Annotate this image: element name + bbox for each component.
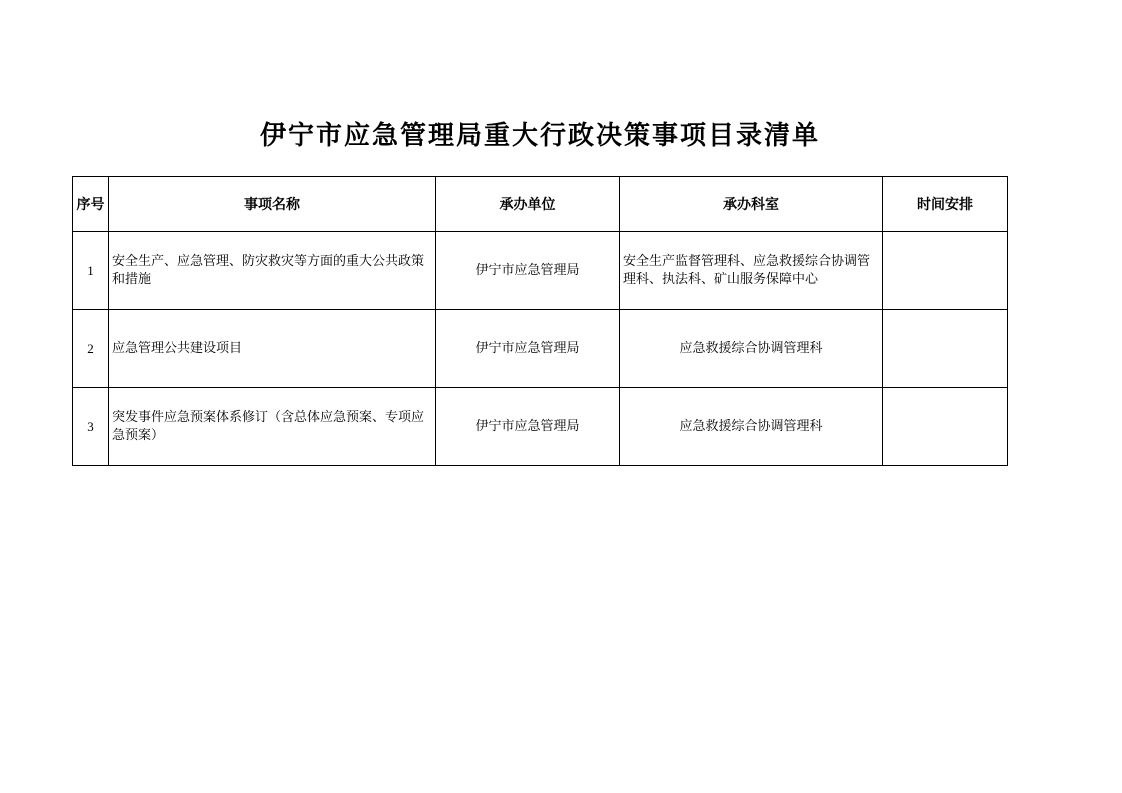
row-schedule-cell <box>883 388 1008 466</box>
row-seq-cell: 1 <box>73 232 109 310</box>
row-office-cell: 应急救援综合协调管理科 <box>620 310 883 388</box>
row-office-cell: 应急救援综合协调管理科 <box>620 388 883 466</box>
page-title: 伊宁市应急管理局重大行政决策事项目录清单 <box>259 121 820 151</box>
table-row <box>73 232 1008 310</box>
row-unit-cell: 伊宁市应急管理局 <box>436 310 620 388</box>
row-seq-cell: 3 <box>73 388 109 466</box>
table-header-row <box>73 177 1008 232</box>
row-office-cell: 安全生产监督管理科、应急救援综合协调管理科、执法科、矿山服务保障中心 <box>620 232 883 310</box>
row-item-cell: 安全生产、应急管理、防灾救灾等方面的重大公共政策和措施 <box>109 232 436 310</box>
row-item-cell: 应急管理公共建设项目 <box>109 310 436 388</box>
row-seq-cell: 2 <box>73 310 109 388</box>
table-row <box>73 310 1008 388</box>
column-header-unit: 承办单位 <box>436 177 620 232</box>
column-header-seq: 序号 <box>73 177 109 232</box>
column-header-schedule: 时间安排 <box>883 177 1008 232</box>
column-header-item: 事项名称 <box>109 177 436 232</box>
decision-items-table <box>72 176 1008 466</box>
row-schedule-cell <box>883 310 1008 388</box>
row-unit-cell: 伊宁市应急管理局 <box>436 388 620 466</box>
row-unit-cell: 伊宁市应急管理局 <box>436 232 620 310</box>
column-header-office: 承办科室 <box>620 177 883 232</box>
table-row <box>73 388 1008 466</box>
row-item-cell: 突发事件应急预案体系修订（含总体应急预案、专项应急预案） <box>109 388 436 466</box>
row-schedule-cell <box>883 232 1008 310</box>
